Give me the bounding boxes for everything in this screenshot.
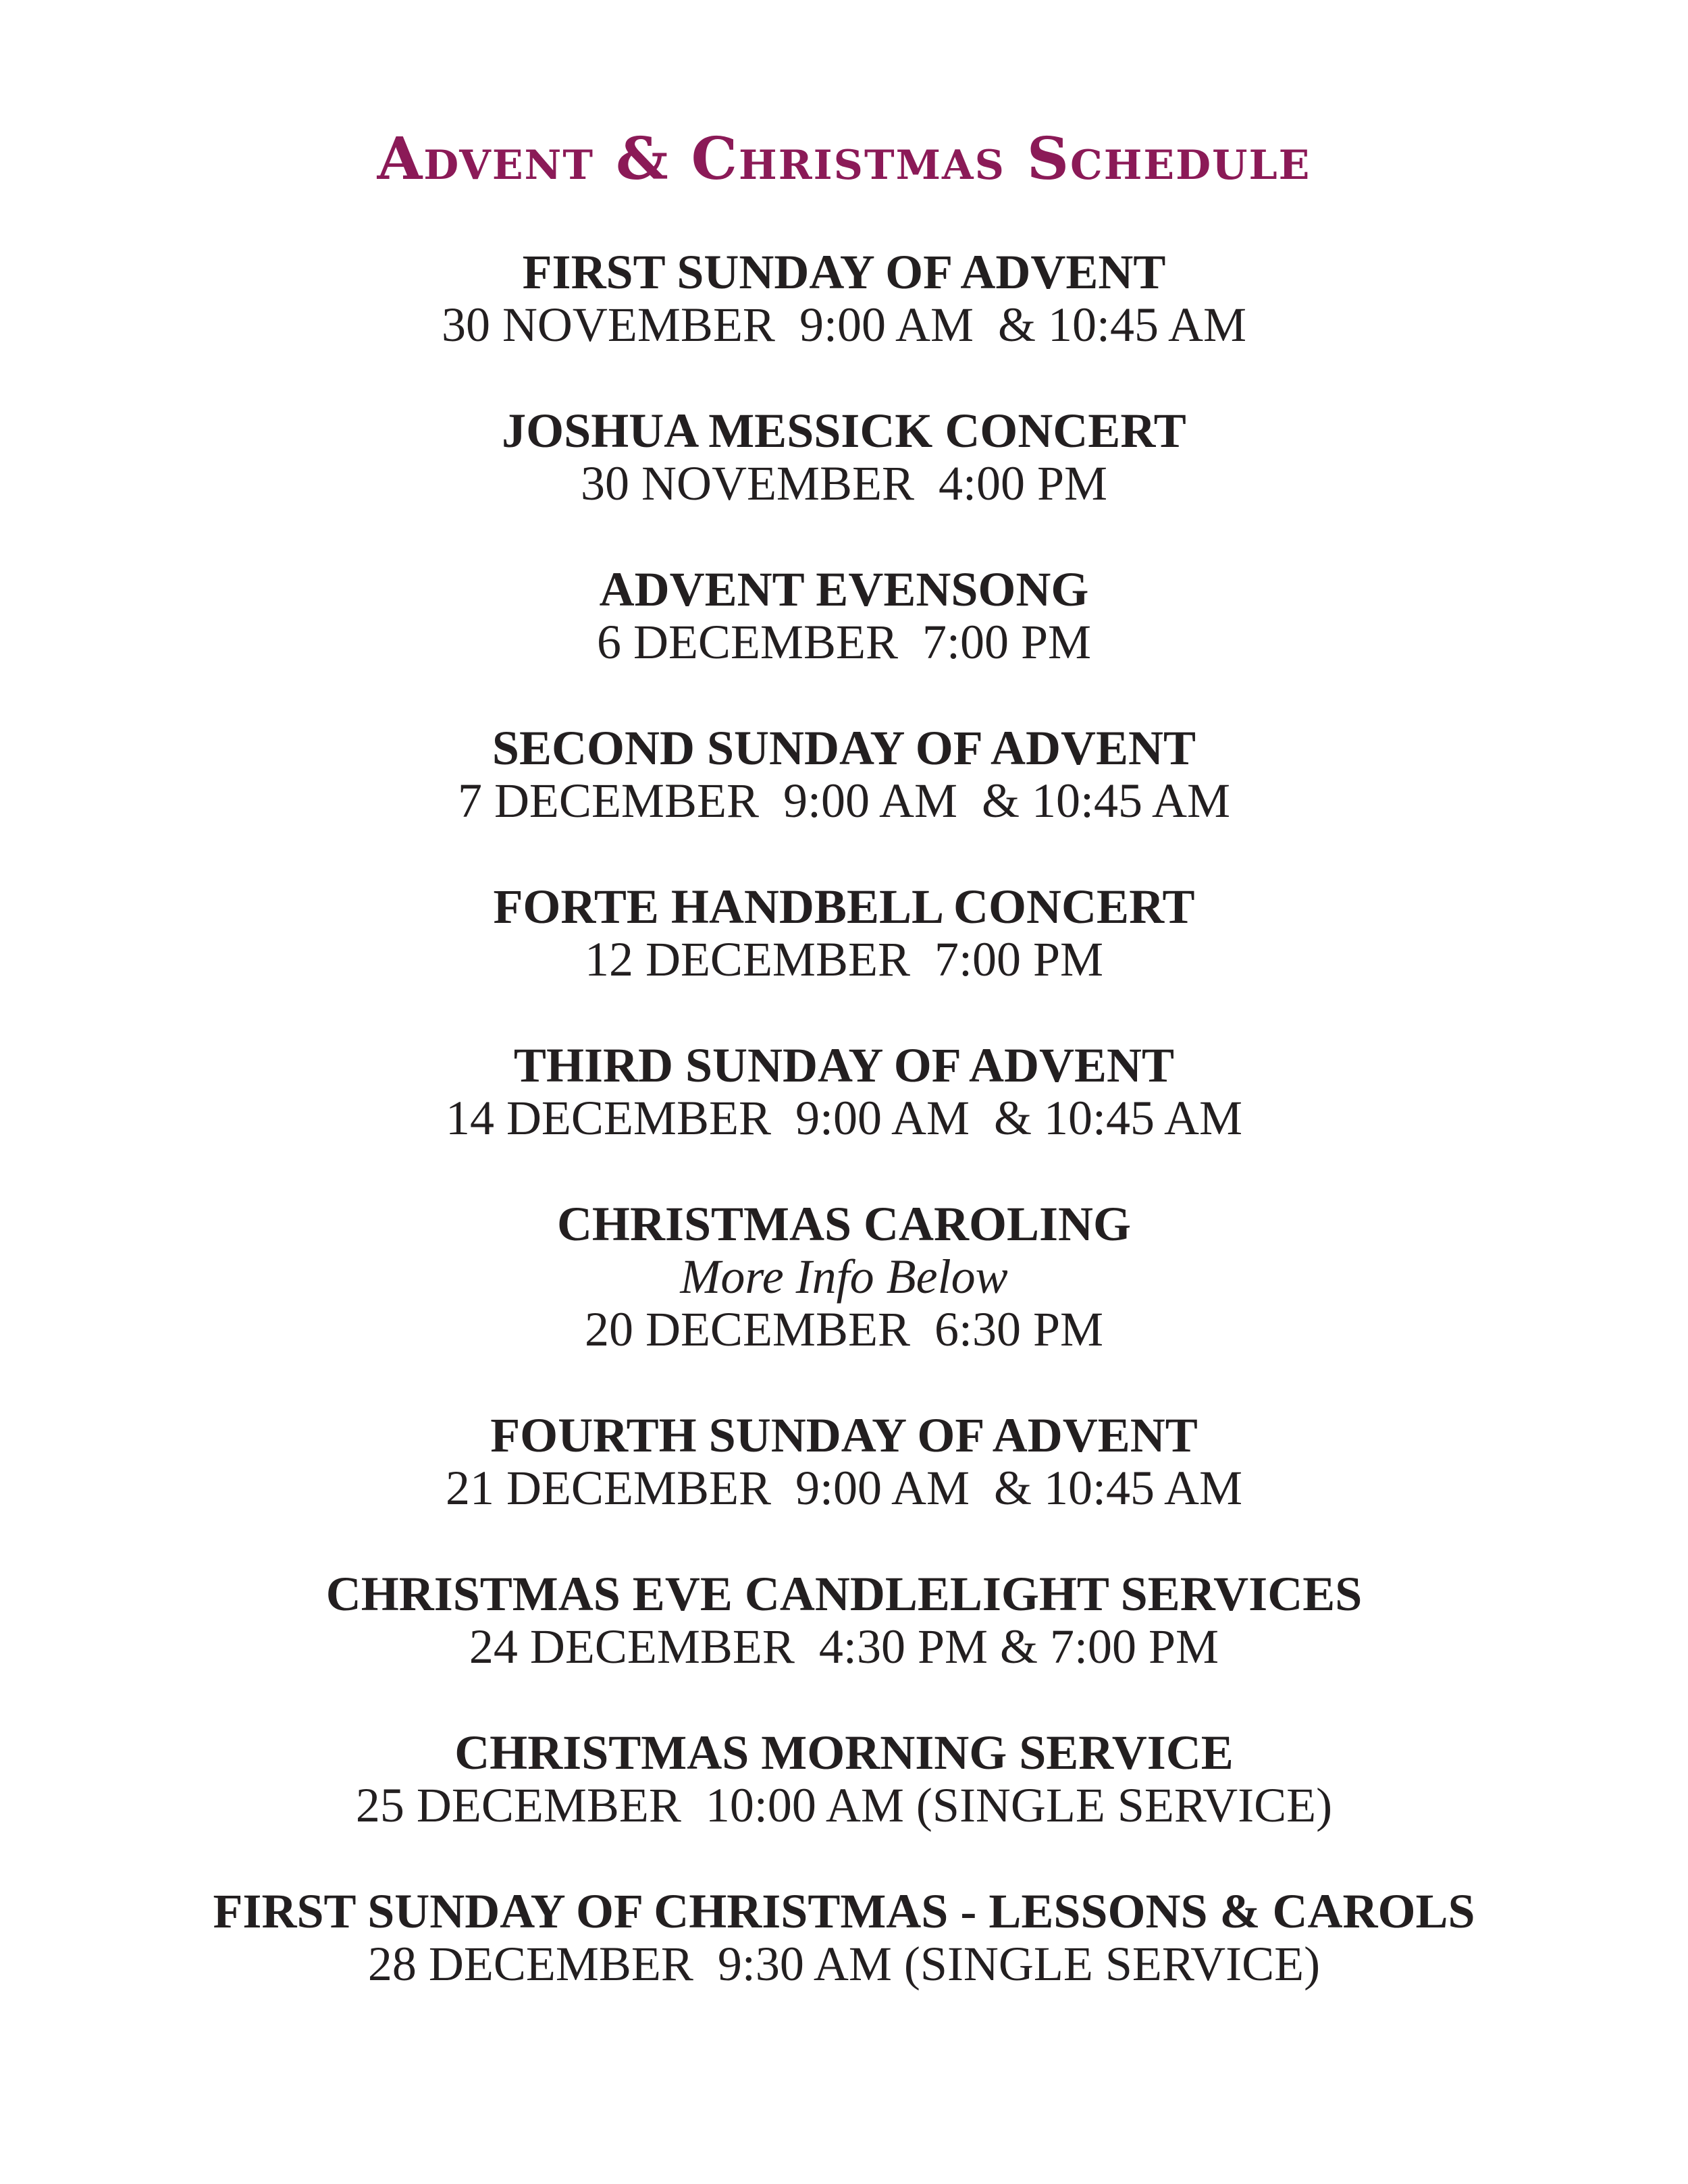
event-christmas-morning-service (0, 1726, 1688, 1832)
page-title: Advent & Christmas Schedule (377, 125, 1311, 193)
event-datetime: 20 DECEMBER 6:30 PM (584, 1302, 1104, 1356)
event-note: More Info Below (680, 1250, 1008, 1304)
event-datetime: 7 DECEMBER 9:00 AM & 10:45 AM (457, 774, 1231, 828)
event-first-sunday-advent (0, 246, 1688, 351)
event-name: CHRISTMAS CAROLING (556, 1197, 1132, 1251)
event-first-sunday-christmas (0, 1885, 1688, 1990)
event-forte-handbell-concert (0, 880, 1688, 986)
event-datetime: 25 DECEMBER 10:00 AM (SINGLE SERVICE) (355, 1778, 1333, 1832)
event-fourth-sunday-advent (0, 1409, 1688, 1514)
event-datetime: 14 DECEMBER 9:00 AM & 10:45 AM (445, 1091, 1243, 1145)
event-datetime: 6 DECEMBER 7:00 PM (596, 615, 1092, 669)
event-name: CHRISTMAS MORNING SERVICE (454, 1726, 1234, 1780)
event-datetime: 30 NOVEMBER 9:00 AM & 10:45 AM (441, 298, 1247, 352)
event-christmas-caroling (0, 1198, 1688, 1356)
event-datetime: 28 DECEMBER 9:30 AM (SINGLE SERVICE) (367, 1937, 1321, 1991)
event-name: SECOND SUNDAY OF ADVENT (492, 721, 1196, 775)
event-datetime: 24 DECEMBER 4:30 PM & 7:00 PM (469, 1620, 1219, 1674)
event-second-sunday-advent (0, 722, 1688, 827)
event-name: FORTE HANDBELL CONCERT (493, 880, 1195, 934)
event-third-sunday-advent (0, 1039, 1688, 1144)
event-christmas-eve-candlelight (0, 1568, 1688, 1673)
event-datetime: 12 DECEMBER 7:00 PM (584, 932, 1104, 986)
event-name: FIRST SUNDAY OF CHRISTMAS - LESSONS & CAROLS (213, 1884, 1475, 1938)
event-name: THIRD SUNDAY OF ADVENT (513, 1038, 1175, 1092)
event-datetime: 21 DECEMBER 9:00 AM & 10:45 AM (445, 1461, 1243, 1515)
event-joshua-messick-concert (0, 404, 1688, 510)
event-name: FOURTH SUNDAY OF ADVENT (490, 1408, 1198, 1462)
event-name: JOSHUA MESSICK CONCERT (502, 404, 1186, 458)
event-advent-evensong (0, 563, 1688, 668)
event-name: FIRST SUNDAY OF ADVENT (522, 245, 1166, 299)
event-datetime: 30 NOVEMBER 4:00 PM (580, 456, 1108, 510)
event-name: CHRISTMAS EVE CANDLELIGHT SERVICES (325, 1567, 1363, 1621)
event-name: ADVENT EVENSONG (599, 562, 1089, 616)
